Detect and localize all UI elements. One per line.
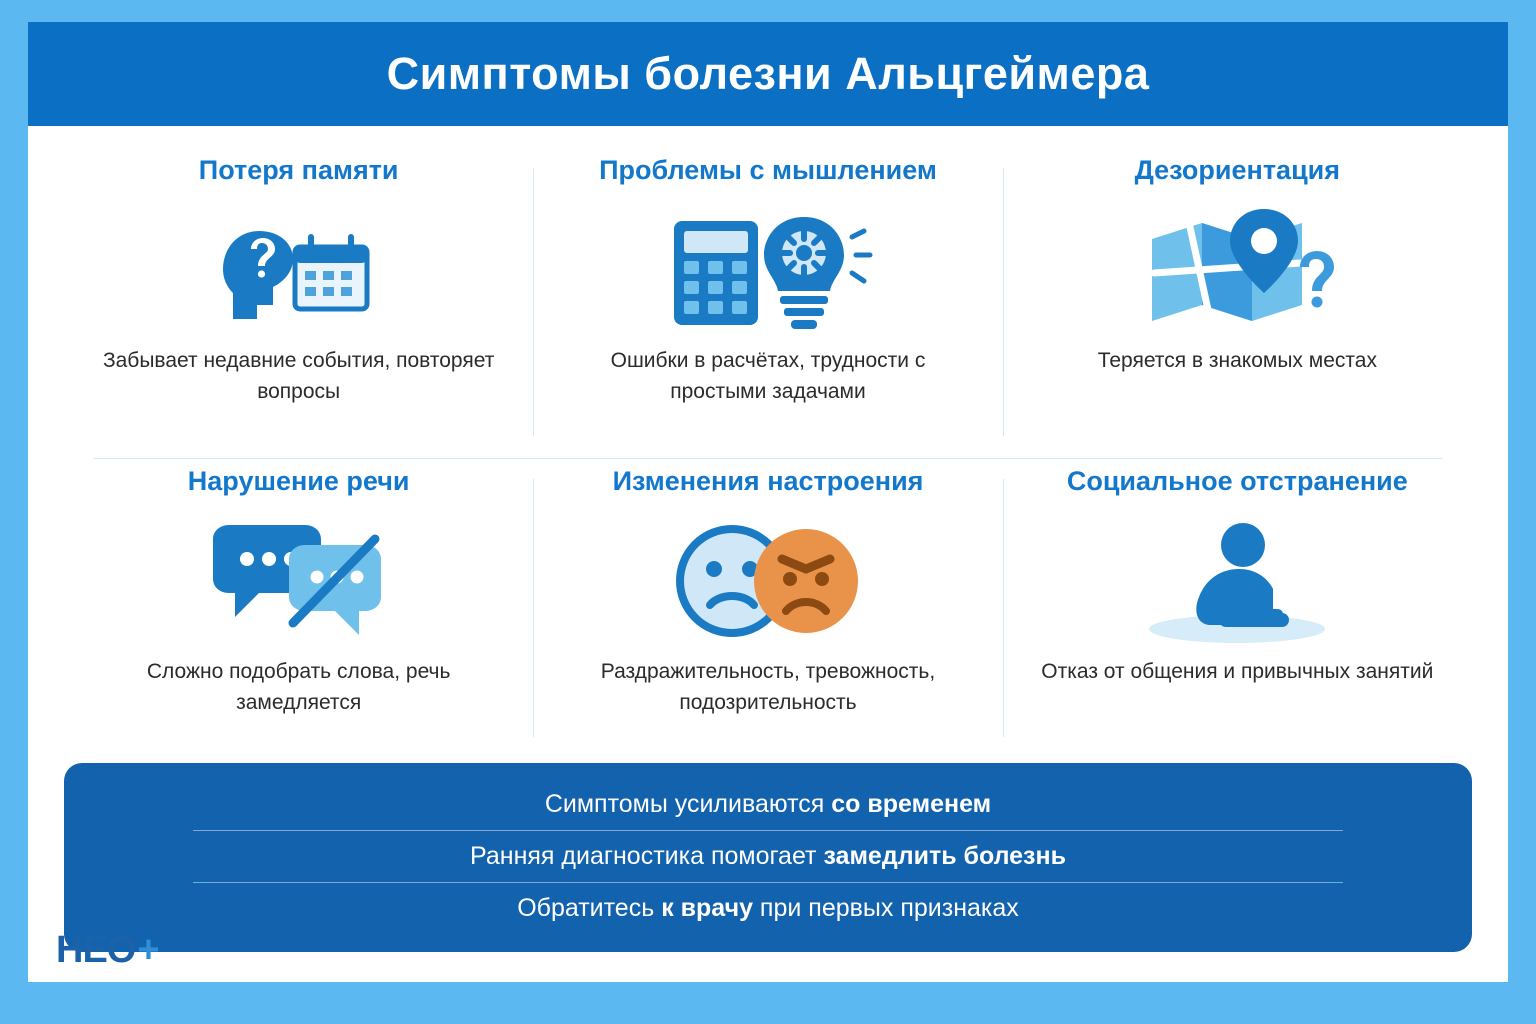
- card-text: Отказ от общения и привычных занятий: [1041, 660, 1434, 684]
- map-pin-question-icon: [1132, 196, 1342, 346]
- card-speech-impairment: [64, 465, 533, 755]
- footer-line-3-plain: Обратитесь: [517, 894, 662, 922]
- card-memory-loss: [64, 154, 533, 454]
- symptoms-grid: [28, 126, 1508, 755]
- card-title: Потеря памяти: [198, 155, 399, 185]
- footer-line-3-bold: к врачу: [661, 894, 753, 922]
- card-text: Раздражительность, тревожность, подозрительность: [600, 660, 936, 714]
- footer-line-1-bold: со временем: [831, 790, 992, 818]
- symptoms-row-1: [64, 154, 1472, 454]
- card-title: Проблемы с мышлением: [599, 155, 937, 185]
- footer-line-1: [64, 779, 1472, 830]
- card-text: Ошибки в расчётах, трудности с простыми задачами: [610, 349, 926, 403]
- card-title: Дезориентация: [1134, 155, 1341, 185]
- sad-angry-faces-icon: [658, 507, 878, 657]
- footer-line-1-plain: Симптомы усиливаются: [544, 790, 832, 818]
- footer-line-3-tail: при первых признаках: [752, 894, 1019, 922]
- footer-line-2-bold: замедлить болезнь: [823, 842, 1066, 870]
- logo-text: HEO: [56, 929, 136, 971]
- footer-line-2-plain: Ранняя диагностика помогает: [470, 842, 824, 870]
- card-mood-changes: [533, 465, 1002, 755]
- symptoms-row-2: [64, 465, 1472, 755]
- card-title: Изменения настроения: [612, 466, 924, 496]
- logo: [56, 929, 159, 972]
- page-title: Симптомы болезни Альцгеймера: [386, 48, 1150, 99]
- card-text: Теряется в знакомых местах: [1097, 349, 1377, 373]
- logo-plus: +: [137, 929, 159, 971]
- card-social-withdrawal: [1003, 465, 1472, 755]
- speech-bubbles-crossed-icon: [189, 507, 409, 657]
- footer-line-2: [64, 831, 1472, 882]
- footer-banner: [64, 763, 1472, 952]
- card-title: Нарушение речи: [187, 466, 410, 496]
- card-disorientation: [1003, 154, 1472, 454]
- title-bar: [28, 22, 1508, 126]
- card-text: Сложно подобрать слова, речь замедляется: [146, 660, 451, 714]
- footer-line-3: [64, 883, 1472, 934]
- card-text: Забывает недавние события, повторяет вопросы: [102, 349, 495, 403]
- row-divider: [94, 458, 1442, 459]
- person-sitting-alone-icon: [1127, 507, 1347, 657]
- card-thinking-problems: [533, 154, 1002, 454]
- poster: [28, 22, 1508, 982]
- calculator-lightbulb-icon: [658, 196, 878, 346]
- card-title: Социальное отстранение: [1066, 466, 1408, 496]
- head-question-calendar-icon: [199, 196, 399, 346]
